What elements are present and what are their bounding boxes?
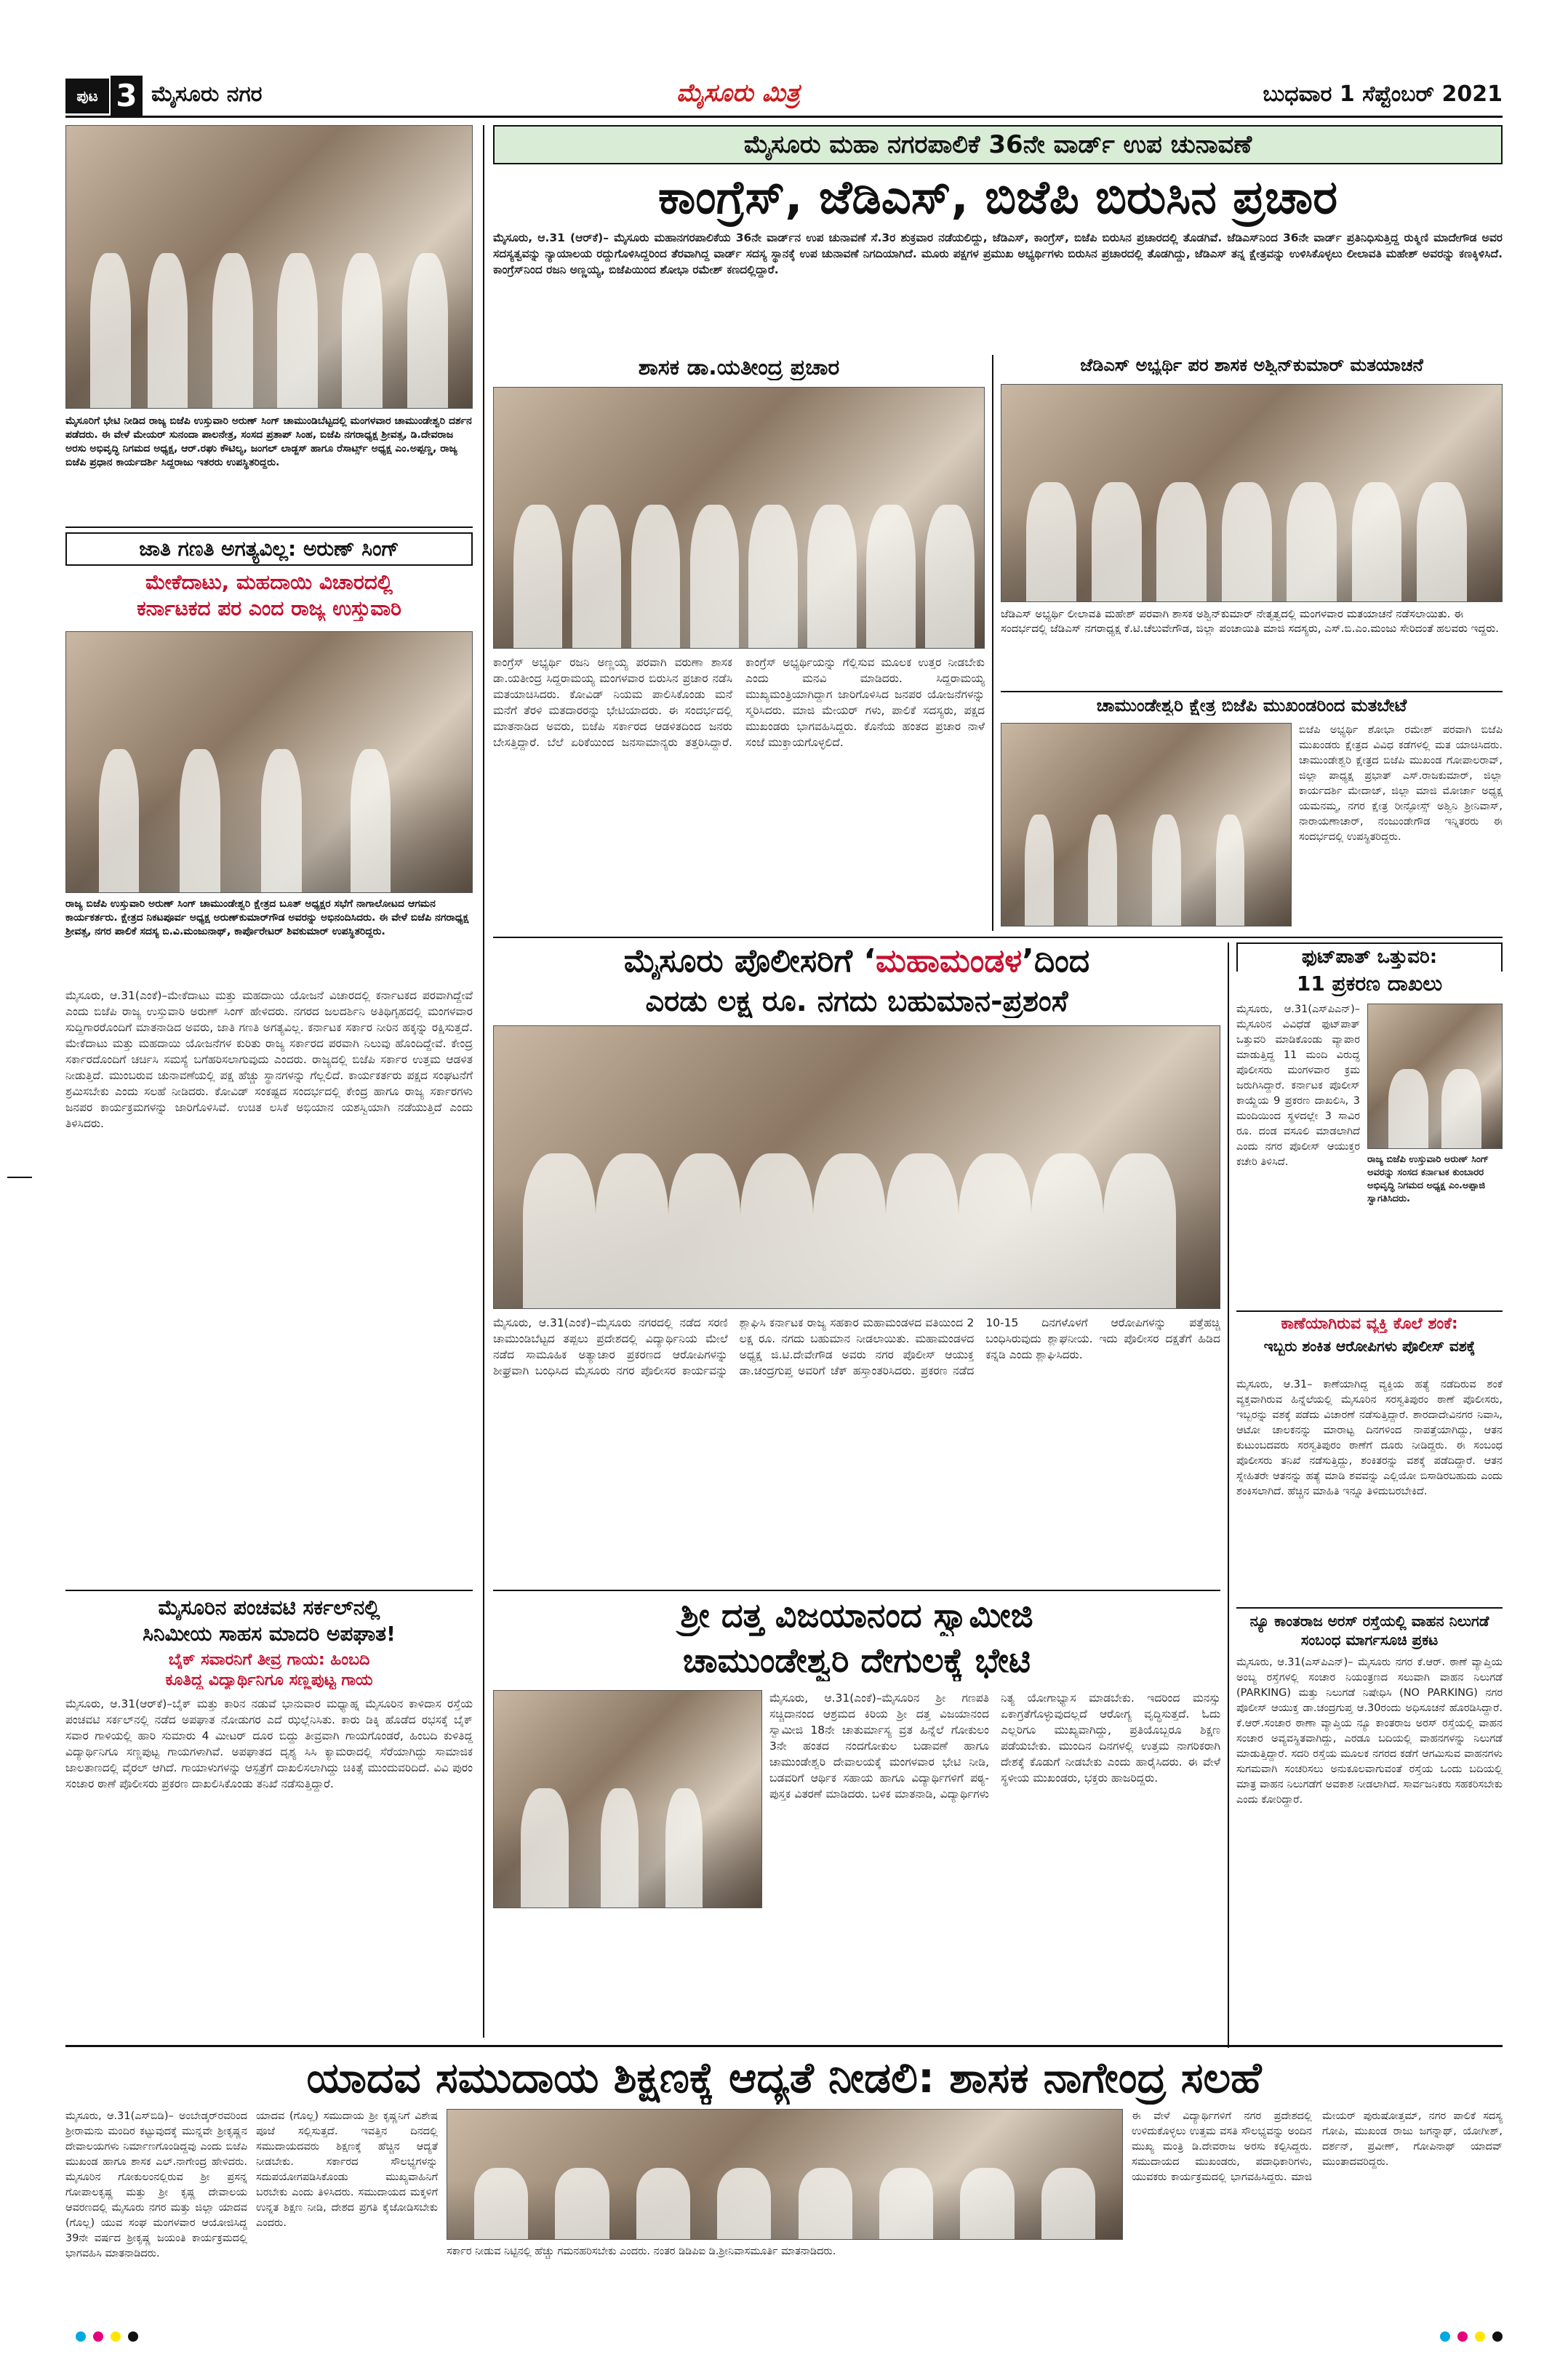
lead-intro: ಮೈಸೂರು, ಆ.31 (ಆರ್‌ಕೆ)– ಮೈಸೂರು ಮಹಾನಗರಪಾಲಿಕೆಯ 36ನೇ ವಾರ್ಡ್‌ನ ಉಪ ಚುನಾವಣೆ ಸೆ.3ರ ಶುಕ್ರವಾರ ನಡೆಯಲಿದ್ದು, ಜೆಡಿಎಸ್, ಕಾಂಗ್ರೆಸ್, ಬಿಜೆಪಿ ಬಿರುಸಿನ ಪ್ರಚಾರದಲ್ಲಿ ತೊಡಗಿವೆ. ಜೆಡಿಎಸ್‌ನಿಂದ 36ನೇ ವಾರ್ಡ್ ಪ್ರತಿನಿಧಿಸುತ್ತಿದ್ದ ರುಕ್ಮಿಣಿ ಮಾದೇಗೌಡ ಅವರ ಸದಸ್ಯತ್ವವನ್ನು ನ್ಯಾಯಾಲಯ ರದ್ದುಗೊಳಿಸಿದ್ದರಿಂದ ತೆರವಾಗಿದ್ದ ವಾರ್ಡ್ ಸದಸ್ಯ ಸ್ಥಾನಕ್ಕೆ ಉಪ ಚುನಾವಣೆ ನಿಗದಿಯಾಗಿದೆ. ಮೂರು ಪಕ್ಷಗಳ ಪ್ರಮುಖ ಅಭ್ಯರ್ಥಿಗಳು ಬಿರುಸಿನ ಪ್ರಚಾರದಲ್ಲಿ ತೊಡಗಿದ್ದು, ಜೆಡಿಎಸ್ ತನ್ನ ಕ್ಷೇತ್ರವನ್ನು ಉಳಿಸಿಕೊಳ್ಳಲು ಲೀಲಾವತಿ ಮಹೇಶ್ ಅವರನ್ನು ಕಣಕ್ಕಿಳಿಸಿದೆ. ಕಾಂಗ್ರೆಸ್‌ನಿಂದ ರಜನಿ ಅಣ್ಣಯ್ಯ, ಬಿಜೆಪಿಯಿಂದ ಶೋಭಾ ರಮೇಶ್ ಕಣದಲ್ಲಿದ್ದಾರೆ. (493, 231, 1503, 276)
temple-photo-caption: ಮೈಸೂರಿಗೆ ಭೇಟಿ ನೀಡಿದ ರಾಜ್ಯ ಬಿಜೆಪಿ ಉಸ್ತುವಾರಿ ಅರುಣ್ ಸಿಂಗ್ ಚಾಮುಂಡಿಬೆಟ್ಟದಲ್ಲಿ ಮಂಗಳವಾರ ಚಾಮುಂಡೇಶ್ವರಿ ದರ್ಶನ ಪಡೆದರು. ಈ ವೇಳೆ ಮೇಯರ್ ಸುನಂದಾ ಪಾಲನೇತ್ರ, ಸಂಸದ ಪ್ರತಾಪ್ ಸಿಂಹ, ಬಿಜೆಪಿ ನಗರಾಧ್ಯಕ್ಷ ಶ್ರೀವತ್ಸ, ಡಿ.ದೇವರಾಜ ಅರಸು ಅಭಿವೃದ್ಧಿ ನಿಗಮದ ಅಧ್ಯಕ್ಷ, ಆರ್.ರಘು ಕೌಟಿಲ್ಯ, ಜಂಗಲ್ ಲಾಡ್ಜಸ್ ಹಾಗೂ ರೆಸಾರ್ಟ್ಸ್ ಅಧ್ಯಕ್ಷ ಎಂ.ಅಪ್ಪಣ್ಣ, ರಾಜ್ಯ ಬಿಜೆಪಿ ಪ್ರಧಾನ ಕಾರ್ಯದರ್ಶಿ ಸಿದ್ದರಾಜು ಇತರರು ಉಪಸ್ಥಿತರಿದ್ದರು. (65, 415, 472, 468)
police-headline-1b: ಮಹಾಮಂಡಳ (876, 942, 1023, 980)
black-dot-icon (128, 2331, 138, 2342)
footpath-headline-2: 11 ಪ್ರಕರಣ ದಾಖಲು (1296, 972, 1443, 996)
traffic-headline: ನ್ಯೂ ಕಾಂತರಾಜ ಅರಸ್ ರಸ್ತೆಯಲ್ಲಿ ವಾಹನ ನಿಲುಗಡೆ ಸಂಬಂಧ ಮಾರ್ಗಸೂಚಿ ಪ್ರಕಟ (1249, 1612, 1489, 1649)
swamiji-headline-1: ಶ್ರೀ ದತ್ತ ವಿಜಯಾನಂದ ಸ್ವಾಮೀಜಿ (680, 1596, 1033, 1635)
yellow-dot-icon (111, 2331, 121, 2342)
swamiji-visit-photo (493, 1690, 762, 1908)
jds-photo-caption: ಜೆಡಿಎಸ್ ಅಭ್ಯರ್ಥಿ ಲೀಲಾವತಿ ಮಹೇಶ್ ಪರವಾಗಿ ಶಾಸಕ ಅಶ್ವಿನ್‌ಕುಮಾರ್ ನೇತೃತ್ವದಲ್ಲಿ ಮಂಗಳವಾರ ಮತಯಾಚನೆ ನಡೆಸಲಾಯಿತು. ಈ ಸಂದರ್ಭದಲ್ಲಿ ಜೆಡಿಎಸ್ ನಗರಾಧ್ಯಕ್ಷ ಕೆ.ಟಿ.ಚೆಲುವೇಗೌಡ, ಜಿಲ್ಲಾ ಪಂಚಾಯಿತಿ ಮಾಜಿ ಸದಸ್ಯರು, ಎಸ್.ಬಿ.ಎಂ.ಮಂಜು ಸೇರಿದಂತೆ ಹಲವರು ಇದ್ದರು. (1001, 607, 1499, 635)
registration-dots-right (1440, 2331, 1503, 2342)
chamundeshwari-bjp-headline: ಚಾಮುಂಡೇಶ್ವರಿ ಕ್ಷೇತ್ರ ಬಿಜೆಪಿ ಮುಖಂಡರಿಂದ ಮತಬೇಟೆ (1096, 695, 1407, 716)
panchavati-subhead-2: ಕೂತಿದ್ದ ವಿದ್ಯಾರ್ಥಿನಿಗೂ ಸಣ್ಣಪುಟ್ಟ ಗಾಯ (165, 1671, 373, 1689)
yadava-body-left: ಮೈಸೂರು, ಆ.31(ಎಸ್‌ಬಿಡಿ)– ಅಂಬೇಡ್ಕರ್‌ರವರಿಂದ ಶ್ರೀರಾಮನು ಮಂದಿರ ಕಟ್ಟುವುದಕ್ಕೆ ಮುನ್ನವೇ ಶ್ರೀಕೃಷ್ಣನ ದೇವಾಲಯಗಳು ನಿರ್ಮಾಣಗೊಂಡಿದ್ದವು ಎಂದು ಬಿಜೆಪಿ ಮುಖಂಡ ಹಾಗೂ ಶಾಸಕ ಎಲ್.ನಾಗೇಂದ್ರ ಹೇಳಿದರು. ಮೈಸೂರಿನ ಗೋಕುಲಂನಲ್ಲಿರುವ ಶ್ರೀ ಪ್ರಸನ್ನ ಗೋಪಾಲಕೃಷ್ಣ ಮತ್ತು ಶ್ರೀ ಕೃಷ್ಣ ದೇವಾಲಯ ಆವರಣದಲ್ಲಿ ಮೈಸೂರು ನಗರ ಮತ್ತು ಜಿಲ್ಲಾ ಯಾದವ (ಗೊಲ್ಲ) ಯುವ ಸಂಘ ಮಂಗಳವಾರ ಆಯೋಜಿಸಿದ್ದ 39ನೇ ವರ್ಷದ ಶ್ರೀಕೃಷ್ಣ ಜಯಂತಿ ಕಾರ್ಯಕ್ರಮದಲ್ಲಿ ಭಾಗವಹಿಸಿ ಮಾತನಾಡಿದರು. (65, 2110, 247, 2259)
page-header (65, 73, 1503, 118)
police-award-photo (493, 1025, 1220, 1309)
footpath-body: ಮೈಸೂರು, ಆ.31(ಎಸ್‌ಪಿಎನ್)– ಮೈಸೂರಿನ ವಿವಿಧೆಡೆ ಫುಟ್‌ಪಾತ್ ಒತ್ತುವರಿ ಮಾಡಿಕೊಂಡು ವ್ಯಾಪಾರ ಮಾಡುತ್ತಿದ್ದ 11 ಮಂದಿ ವಿರುದ್ಧ ಪೊಲೀಸರು ಮಂಗಳವಾರ ಕ್ರಮ ಜರುಗಿಸಿದ್ದಾರೆ. ಕರ್ನಾಟಕ ಪೊಲೀಸ್ ಕಾಯ್ದೆಯ 9 ಪ್ರಕರಣ ದಾಖಲಿಸಿ, 3 ಮಂದಿಯಿಂದ ಸ್ಥಳದಲ್ಲೇ 3 ಸಾವಿರ ರೂ. ದಂಡ ವಸೂಲಿ ಮಾಡಲಾಗಿದೆ ಎಂದು ನಗರ ಪೊಲೀಸ್ ಆಯುಕ್ತರ ಕಚೇರಿ ತಿಳಿಸಿದೆ. (1236, 1004, 1360, 1168)
cyan-dot-icon (76, 2331, 86, 2342)
arun-singh-temple-photo (65, 125, 473, 409)
ward-election-kicker: ಮೈಸೂರು ಮಹಾ ನಗರಪಾಲಿಕೆ 36ನೇ ವಾರ್ಡ್ ಉಪ ಚುನಾವಣೆ (493, 125, 1503, 164)
police-headline-2: ಎರಡು ಲಕ್ಷ ರೂ. ನಗದು ಬಹುಮಾನ-ಪ್ರಶಂಸೆ (645, 985, 1068, 1018)
cyan-dot-icon (1440, 2331, 1450, 2342)
murder-body: ಮೈಸೂರು, ಆ.31– ಕಾಣೆಯಾಗಿದ್ದ ವ್ಯಕ್ತಿಯ ಹತ್ಯೆ ನಡೆದಿರುವ ಶಂಕೆ ವ್ಯಕ್ತವಾಗಿರುವ ಹಿನ್ನೆಲೆಯಲ್ಲಿ ಮೈಸೂರಿನ ಸರಸ್ವತಿಪುರಂ ಠಾಣೆ ಪೊಲೀಸರು, ಇಬ್ಬರನ್ನು ವಶಕ್ಕೆ ಪಡೆದು ವಿಚಾರಣೆ ನಡೆಸುತ್ತಿದ್ದಾರೆ. ಶಾರದಾದೇವಿನಗರ ನಿವಾಸಿ, ಆಟೋ ಚಾಲಕನನ್ನು ಮಾರಾಟ್ಟ ದಿನಗಳಿಂದ ನಾಪತ್ತೆಯಾಗಿದ್ದು, ಆತನ ಕುಟುಂಬದವರು ಸರಸ್ವತಿಪುರಂ ಠಾಣೆಗೆ ದೂರು ನೀಡಿದ್ದರು. ಈ ಸಂಬಂಧ ಪೊಲೀಸರು ತನಿಖೆ ನಡೆಸುತ್ತಿದ್ದು, ಶಂಕಿತರನ್ನು ವಶಕ್ಕೆ ಪಡೆದಿದ್ದಾರೆ. ಆತನ ಸ್ನೇಹಿತರೇ ಆತನನ್ನು ಹತ್ಯೆ ಮಾಡಿ ಶವವನ್ನು ಎಲ್ಲಿಯೋ ಬಿಸಾಡಿರಬಹುದು ಎಂದು ಶಂಕಿಸಲಾಗಿದೆ. ಹೆಚ್ಚಿನ ಮಾಹಿತಿ ಇನ್ನೂ ತಿಳಿದುಬರಬೇಕಿದೆ. (1236, 1379, 1503, 1497)
page-label-box (65, 79, 109, 113)
police-headline-1 (493, 942, 1220, 980)
bjp-campaign-photo (1001, 723, 1292, 926)
police-headline-1c: ’ದಿಂದ (1022, 942, 1090, 980)
yathindra-body: ಕಾಂಗ್ರೆಸ್ ಅಭ್ಯರ್ಥಿ ರಜನಿ ಅಣ್ಣಯ್ಯ ಪರವಾಗಿ ವರುಣಾ ಶಾಸಕ ಡಾ.ಯತೀಂದ್ರ ಸಿದ್ದರಾಮಯ್ಯ ಮಂಗಳವಾರ ಬಿರುಸಿನ ಪ್ರಚಾರ ನಡೆಸಿ ಮತಯಾಚಿಸಿದರು. ಕೋವಿಡ್ ನಿಯಮ ಪಾಲಿಸಿಕೊಂಡು ಮನೆ ಮನೆಗೆ ತೆರಳಿ ಮತದಾರರನ್ನು ಭೇಟಿಯಾದರು. ಈ ಸಂದರ್ಭದಲ್ಲಿ ಮಾತನಾಡಿದ ಅವರು, ಬಿಜೆಪಿ ಸರ್ಕಾರದ ಆಡಳಿತದಿಂದ ಜನರು ಬೇಸತ್ತಿದ್ದಾರೆ. ಬೆಲೆ ಏರಿಕೆಯಿಂದ ಜನಸಾಮಾನ್ಯರು ತತ್ತರಿಸಿದ್ದಾರೆ. ಕಾಂಗ್ರೆಸ್ ಅಭ್ಯರ್ಥಿಯನ್ನು ಗೆಲ್ಲಿಸುವ ಮೂಲಕ ಉತ್ತರ ನೀಡಬೇಕು ಎಂದು ಮನವಿ ಮಾಡಿದರು. ಸಿದ್ದರಾಮಯ್ಯ ಮುಖ್ಯಮಂತ್ರಿಯಾಗಿದ್ದಾಗ ಜಾರಿಗೊಳಿಸಿದ ಜನಪರ ಯೋಜನೆಗಳನ್ನು ಸ್ಮರಿಸಿದರು. ಮಾಜಿ ಮೇಯರ್ ಗಳು, ಪಾಲಿಕೆ ಸದಸ್ಯರು, ಪಕ್ಷದ ಮುಖಂಡರು ಭಾಗವಹಿಸಿದ್ದರು. ಕೊನೆಯ ಹಂತದ ಪ್ರಚಾರ ನಾಳೆ ಸಂಜೆ ಮುಕ್ತಾಯಗೊಳ್ಳಲಿದೆ. (493, 656, 985, 749)
karnataka-side-headline: ಕರ್ನಾಟಕದ ಪರ ಎಂದ ರಾಜ್ಯ ಉಸ್ತುವಾರಿ (137, 596, 401, 620)
yadava-body-mid: ಯಾದವ (ಗೊಲ್ಲ) ಸಮುದಾಯ ಶ್ರೀ ಕೃಷ್ಣನಿಗೆ ವಿಶೇಷ ಪೂಜೆ ಸಲ್ಲಿಸುತ್ತದೆ. ಇವತ್ತಿನ ದಿನದಲ್ಲಿ ಸಮುದಾಯದವರು ಶಿಕ್ಷಣಕ್ಕೆ ಹೆಚ್ಚಿನ ಆದ್ಯತೆ ನೀಡಬೇಕು. ಸರ್ಕಾರದ ಸೌಲಭ್ಯಗಳನ್ನು ಸದುಪಯೋಗಪಡಿಸಿಕೊಂಡು ಮುಖ್ಯವಾಹಿನಿಗೆ ಬರಬೇಕು ಎಂದು ತಿಳಿಸಿದರು. ಸಮುದಾಯದ ಮಕ್ಕಳಿಗೆ ಉನ್ನತ ಶಿಕ್ಷಣ ನೀಡಿ, ದೇಶದ ಪ್ರಗತಿ ಕೈಜೋಡಿಸಬೇಕು ಎಂದರು. (256, 2110, 438, 2229)
mekedatu-headline: ಮೇಕೆದಾಟು, ಮಹದಾಯಿ ವಿಚಾರದಲ್ಲಿ (145, 570, 393, 594)
arun-singh-felicitation-photo (65, 631, 473, 893)
page-number: 3 (116, 78, 137, 113)
caste-census-headline: ಜಾತಿ ಗಣತಿ ಅಗತ್ಯವಿಲ್ಲ: ಅರುಣ್ ಸಿಂಗ್ (65, 532, 473, 566)
welcome-photo-caption: ರಾಜ್ಯ ಬಿಜೆಪಿ ಉಸ್ತುವಾರಿ ಅರುಣ್ ಸಿಂಗ್ ಅವರನ್ನು ಸಂಸದ ಕರ್ನಾಟಕ ಕುಂಬಾರರ ಅಭಿವೃದ್ಧಿ ನಿಗಮದ ಅಧ್ಯಕ್ಷ ಎಂ.ಅಪ್ಪಾಜಿ ಸ್ವಾಗತಿಸಿದರು. (1367, 1154, 1489, 1204)
arun-singh-welcome-photo (1367, 1004, 1503, 1149)
yadava-event-photo (447, 2109, 1123, 2240)
felicitation-photo-caption: ರಾಜ್ಯ ಬಿಜೆಪಿ ಉಸ್ತುವಾರಿ ಅರುಣ್ ಸಿಂಗ್ ಚಾಮುಂಡೇಶ್ವರಿ ಕ್ಷೇತ್ರದ ಬೂತ್ ಅಧ್ಯಕ್ಷರ ಸಭೆಗೆ ನಾಗಾಲೋಟದ ಆಗಮನ ಕಾರ್ಯಕರ್ತರು. ಕ್ಷೇತ್ರದ ನಿಕಟಪೂರ್ವ ಅಧ್ಯಕ್ಷ ಅರುಣ್‌ಕುಮಾರ್‌ಗೌಡ ಅವರನ್ನು ಅಭಿನಂದಿಸಿದರು. ಈ ವೇಳೆ ಬಿಜೆಪಿ ನಗರಾಧ್ಯಕ್ಷ ಶ್ರೀವತ್ಸ, ನಗರ ಪಾಲಿಕೆ ಸದಸ್ಯ ಬಿ.ವಿ.ಮಂಜುನಾಥ್, ಕಾರ್ಪೊರೇಟರ್ ಶಿವಕುಮಾರ್ ಉಪಸ್ಥಿತರಿದ್ದರು. (65, 898, 469, 937)
yathindra-campaign-photo (493, 387, 985, 649)
page-label: ಪುಟ (76, 87, 98, 105)
police-body: ಮೈಸೂರು, ಆ.31(ಎಂಕೆ)–ಮೈಸೂರು ನಗರದಲ್ಲಿ ನಡೆದ ಸರಣಿ ಚಾಮುಂಡಿಬೆಟ್ಟದ ತಪ್ಪಲು ಪ್ರದೇಶದಲ್ಲಿ ವಿದ್ಯಾರ್ಥಿನಿಯ ಮೇಲೆ ನಡೆದ ಸಾಮೂಹಿಕ ಅತ್ಯಾಚಾರ ಪ್ರಕರಣದ ಆರೋಪಿಗಳನ್ನು ಶೀಘ್ರವಾಗಿ ಬಂಧಿಸಿದ ಮೈಸೂರು ನಗರ ಪೊಲೀಸರ ಕಾರ್ಯವನ್ನು ಶ್ಲಾಘಿಸಿ ಕರ್ನಾಟಕ ರಾಜ್ಯ ಸಹಕಾರ ಮಹಾಮಂಡಳದ ವತಿಯಿಂದ 2 ಲಕ್ಷ ರೂ. ನಗದು ಬಹುಮಾನ ನೀಡಲಾಯಿತು. ಮಹಾಮಂಡಳದ ಅಧ್ಯಕ್ಷ ಜಿ.ಟಿ.ದೇವೇಗೌಡ ಅವರು ನಗರ ಪೊಲೀಸ್ ಆಯುಕ್ತ ಡಾ.ಚಂದ್ರಗುಪ್ತ ಅವರಿಗೆ ಚೆಕ್ ಹಸ್ತಾಂತರಿಸಿದರು. ಪ್ರಕರಣ ನಡೆದ 10-15 ದಿನಗಳೊಳಗೆ ಆರೋಪಿಗಳನ್ನು ಪತ್ತೆಹಚ್ಚಿ ಬಂಧಿಸಿರುವುದು ಶ್ಲಾಘನೀಯ. ಇದು ಪೊಲೀಸರ ದಕ್ಷತೆಗೆ ಹಿಡಿದ ಕನ್ನಡಿ ಎಂದು ಶ್ಲಾಘಿಸಿದರು. (493, 1316, 1220, 1377)
chamundeshwari-body: ಬಿಜೆಪಿ ಅಭ್ಯರ್ಥಿ ಶೋಭಾ ರಮೇಶ್ ಪರವಾಗಿ ಬಿಜೆಪಿ ಮುಖಂಡರು ಕ್ಷೇತ್ರದ ವಿವಿಧ ಕಡೆಗಳಲ್ಲಿ ಮತ ಯಾಚಿಸಿದರು. ಚಾಮುಂಡೇಶ್ವರಿ ಕ್ಷೇತ್ರದ ಬಿಜೆಪಿ ಮುಖಂಡ ಗೋಪಾಲರಾವ್, ಜಿಲ್ಲಾ ಪಾಧ್ಯಕ್ಷ ಪ್ರಭಾತ್ ಎಸ್.ರಾಜಕುಮಾರ್, ಜಿಲ್ಲಾ ಕಾರ್ಯದರ್ಶಿ ಮೇದಾಜ್, ಜಿಲ್ಲಾ ಮಾಜಿ ಮೋರ್ಚಾ ಅಧ್ಯಕ್ಷ ಯಮನಮ್ಮ, ನಗರ ಕ್ಷೇತ್ರ ರೀನ್ಫೋಸ್ಸ್ ಅಶ್ವಿನಿ ಶ್ರೀನಿವಾಸ್, ನಾರಾಯಣಾಚಾರ್, ನಂಜುಂಡೇಗೌಡ ಇನ್ನಿತರರು ಈ ಸಂದರ್ಭದಲ್ಲಿ ಉಪಸ್ಥಿತರಿದ್ದರು. (1299, 724, 1503, 843)
murder-kicker: ಕಾಣೆಯಾಗಿರುವ ವ್ಯಕ್ತಿ ಕೊಲೆ ಶಂಕೆ: (1281, 1315, 1458, 1333)
yadava-headline: ಯಾದವ ಸಮುದಾಯ ಶಿಕ್ಷಣಕ್ಕೆ ಆದ್ಯತೆ ನೀಡಲಿ: ಶಾಸಕ ನಾಗೇಂದ್ರ ಸಲಹೆ (306, 2053, 1262, 2102)
registration-dots-left (76, 2331, 138, 2342)
jds-campaign-photo (1001, 384, 1503, 602)
panchavati-headline-2: ಸಿನಿಮೀಯ ಸಾಹಸ ಮಾದರಿ ಅಪಘಾತ! (143, 1622, 396, 1646)
jds-campaign-headline: ಜೆಡಿಎಸ್ ಅಭ್ಯರ್ಥಿ ಪರ ಶಾಸಕ ಅಶ್ವಿನ್‌ಕುಮಾರ್ ಮತಯಾಚನೆ (1080, 355, 1423, 375)
swamiji-headline-2: ಚಾಮುಂಡೇಶ್ವರಿ ದೇಗುಲಕ್ಕೆ ಭೇಟಿ (682, 1641, 1031, 1680)
yadava-body-right: ಈ ವೇಳೆ ವಿದ್ಯಾರ್ಥಿಗಳಿಗೆ ನಗರ ಪ್ರದೇಶದಲ್ಲಿ ಉಳಿದುಕೊಳ್ಳಲು ಉತ್ತಮ ವಸತಿ ಸೌಲಭ್ಯವನ್ನು ಅಂದಿನ ಮುಖ್ಯ ಮಂತ್ರಿ ಡಿ.ದೇವರಾಜ ಅರಸು ಕಲ್ಪಿಸಿದ್ದರು. ಸಮುದಾಯದ ಮುಖಂಡರು, ಪದಾಧಿಕಾರಿಗಳು, ಯುವಕರು ಕಾರ್ಯಕ್ರಮದಲ್ಲಿ ಭಾಗವಹಿಸಿದ್ದರು. ಮಾಜಿ ಮೇಯರ್ ಪುರುಷೋತ್ತಮ್, ನಗರ ಪಾಲಿಕೆ ಸದಸ್ಯ ಗೋಪಿ, ಮುಖಂಡ ರಾಜು ಜಗನ್ನಾಥ್, ಯೋಗೀಶ್, ದರ್ಶನ್, ಪ್ರವೀಣ್, ಗೋಪಿನಾಥ್ ಯಾದವ್ ಮುಂತಾದವರಿದ್ದರು. (1132, 2110, 1503, 2183)
swamiji-body: ಮೈಸೂರು, ಆ.31(ಎಂಕೆ)–ಮೈಸೂರಿನ ಶ್ರೀ ಗಣಪತಿ ಸಚ್ಚಿದಾನಂದ ಆಶ್ರಮದ ಕಿರಿಯ ಶ್ರೀ ದತ್ತ ವಿಜಯಾನಂದ ಸ್ವಾಮೀಜಿ 18ನೇ ಚಾತುರ್ಮಾಸ್ಯ ವ್ರತ ಹಿನ್ನೆಲೆ ಗೋಕುಲಂ 3ನೇ ಹಂತದ ನಂದಗೋಕುಲ ಬಡಾವಣೆ ಹಾಗೂ ಚಾಮುಂಡೇಶ್ವರಿ ದೇವಾಲಯಕ್ಕೆ ಮಂಗಳವಾರ ಭೇಟಿ ನೀಡಿ, ಬಡವರಿಗೆ ಆರ್ಥಿಕ ಸಹಾಯ ಹಾಗೂ ವಿದ್ಯಾರ್ಥಿಗಳಿಗೆ ಪಠ್ಯ-ಪುಸ್ತಕ ವಿತರಣೆ ಮಾಡಿದರು. ಬಳಿಕ ಮಾತನಾಡಿ, ವಿದ್ಯಾರ್ಥಿಗಳು ನಿತ್ಯ ಯೋಗಾಭ್ಯಾಸ ಮಾಡಬೇಕು. ಇದರಿಂದ ಮನಸ್ಸು ಏಕಾಗ್ರತೆಗೊಳ್ಳುವುದಲ್ಲದೆ ಆರೋಗ್ಯ ವೃದ್ಧಿಸುತ್ತದೆ. ಓದು ಎಲ್ಲರಿಗೂ ಮುಖ್ಯವಾಗಿದ್ದು, ಪ್ರತಿಯೊಬ್ಬರೂ ಶಿಕ್ಷಣ ಪಡೆಯಬೇಕು. ಮುಂದಿನ ದಿನಗಳಲ್ಲಿ ಉತ್ತಮ ನಾಗರಿಕರಾಗಿ ದೇಶಕ್ಕೆ ಕೊಡುಗೆ ನೀಡಬೇಕು ಎಂದು ಹಾರೈಸಿದರು. ಈ ವೇಳೆ ಸ್ಥಳೀಯ ಮುಖಂಡರು, ಭಕ್ತರು ಹಾಜರಿದ್ದರು. (769, 1692, 1220, 1801)
yadava-photo-caption: ಸರ್ಕಾರ ನೀಡುವ ನಿಟ್ಟಿನಲ್ಲಿ ಹೆಚ್ಚು ಗಮನಹರಿಸಬೇಕು ಎಂದರು. ನಂತರ ಡಿಡಿಪಿಐ ಡಿ.ಶ್ರೀನಿವಾಸಮೂರ್ತಿ ಮಾತನಾಡಿದರು. (447, 2246, 836, 2257)
page-number-box (111, 76, 143, 116)
newspaper-page (65, 73, 1503, 2298)
issue-date: ಬುಧವಾರ 1 ಸೆಪ್ಟೆಂಬರ್ 2021 (1263, 81, 1503, 107)
margin-mark (7, 1177, 32, 1178)
magenta-dot-icon (1457, 2331, 1468, 2342)
murder-headline: ಇಬ್ಬರು ಶಂಕಿತ ಆರೋಪಿಗಳು ಪೊಲೀಸ್ ವಶಕ್ಕೆ (1263, 1337, 1476, 1355)
panchavati-body: ಮೈಸೂರು, ಆ.31(ಆರ್‌ಕೆ)–ಬೈಕ್ ಮತ್ತು ಕಾರಿನ ನಡುವೆ ಭಾನುವಾರ ಮಧ್ಯಾಹ್ನ ಮೈಸೂರಿನ ಕಾಳಿದಾಸ ರಸ್ತೆಯ ಪಂಚವಟಿ ಸರ್ಕಲ್‌ನಲ್ಲಿ ನಡೆದ ಅಪಘಾತ ನೋಡುಗರ ಎದೆ ಝಲ್ಲೆನಿಸಿತು. ಕಾರು ಡಿಕ್ಕಿ ಹೊಡೆದ ರಭಸಕ್ಕೆ ಬೈಕ್ ಸವಾರ ಗಾಳಿಯಲ್ಲಿ ಹಾರಿ ಸುಮಾರು 4 ಮೀಟರ್ ದೂರ ಬಿದ್ದು ತೀವ್ರವಾಗಿ ಗಾಯಗೊಂಡರೆ, ಹಿಂಬದಿ ಕುಳಿತಿದ್ದ ವಿದ್ಯಾರ್ಥಿನಿಗೂ ಸಣ್ಣಪುಟ್ಟ ಗಾಯಗಳಾಗಿವೆ. ಅಪಘಾತದ ದೃಶ್ಯ ಸಿಸಿ ಕ್ಯಾಮರಾದಲ್ಲಿ ಸೆರೆಯಾಗಿದ್ದು ಸಾಮಾಜಿಕ ಜಾಲತಾಣದಲ್ಲಿ ವೈರಲ್ ಆಗಿದೆ. ಗಾಯಾಳುಗಳನ್ನು ಆಸ್ಪತ್ರೆಗೆ ದಾಖಲಿಸಲಾಗಿದ್ದು ಚಿಕಿತ್ಸೆ ಮುಂದುವರಿದಿದೆ. ವಿವಿ ಪುರಂ ಸಂಚಾರ ಠಾಣೆ ಪೊಲೀಸರು ಪ್ರಕರಣ ದಾಖಲಿಸಿಕೊಂಡು ತನಿಖೆ ನಡೆಸುತ್ತಿದ್ದಾರೆ. (65, 1697, 473, 1790)
masthead-logo: ಮೈಸೂರು ಮಿತ್ರ (676, 79, 800, 108)
black-dot-icon (1492, 2331, 1503, 2342)
arun-singh-story-body: ಮೈಸೂರು, ಆ.31(ಎಂಕೆ)–ಮೇಕೆದಾಟು ಮತ್ತು ಮಹದಾಯಿ ಯೋಜನೆ ವಿಚಾರದಲ್ಲಿ ಕರ್ನಾಟಕದ ಪರವಾಗಿದ್ದೇವೆ ಎಂದು ಬಿಜೆಪಿ ರಾಜ್ಯ ಉಸ್ತುವಾರಿ ಅರುಣ್ ಸಿಂಗ್ ಹೇಳಿದರು. ನಗರದ ಜಲದರ್ಶಿನಿ ಅತಿಥಿಗೃಹದಲ್ಲಿ ಮಂಗಳವಾರ ಸುದ್ದಿಗಾರರೊಂದಿಗೆ ಮಾತನಾಡಿದ ಅವರು, ಜಾತಿ ಗಣತಿ ಅಗತ್ಯವಿಲ್ಲ. ಕರ್ನಾಟಕ ಸರ್ಕಾರ ನೀರಿನ ಹಕ್ಕನ್ನು ರಕ್ಷಿಸುತ್ತದೆ. ಮೇಕೆದಾಟು ಮತ್ತು ಮಹದಾಯಿ ಯೋಜನೆಗಳ ಕುರಿತು ರಾಜ್ಯ ಸರ್ಕಾರದ ಪರವಾಗಿ ನಿಲುವು ಹೊಂದಿದ್ದೇವೆ. ಕೇಂದ್ರ ಸರ್ಕಾರದೊಂದಿಗೆ ಚರ್ಚಿಸಿ ಸಮಸ್ಯೆ ಬಗೆಹರಿಸಲಾಗುವುದು ಎಂದರು. ರಾಜ್ಯದಲ್ಲಿ ಬಿಜೆಪಿ ಸರ್ಕಾರ ಉತ್ತಮ ಆಡಳಿತ ನೀಡುತ್ತಿದೆ. ಮುಂಬರುವ ಚುನಾವಣೆಯಲ್ಲಿ ಪಕ್ಷ ಹೆಚ್ಚು ಸ್ಥಾನಗಳನ್ನು ಗೆಲ್ಲಲಿದೆ. ಕಾರ್ಯಕರ್ತರು ಪಕ್ಷದ ಸಂಘಟನೆಗೆ ಶ್ರಮಿಸಬೇಕು ಎಂದು ಸಲಹೆ ನೀಡಿದರು. ಕೋವಿಡ್ ಸಂಕಷ್ಟದ ಸಂದರ್ಭದಲ್ಲಿ ಕೇಂದ್ರ ಹಾಗೂ ರಾಜ್ಯ ಸರ್ಕಾರಗಳು ಜನಪರ ಕಾರ್ಯಕ್ರಮಗಳನ್ನು ಜಾರಿಗೊಳಿಸಿವೆ. ಉಚಿತ ಲಸಿಕೆ ಅಭಿಯಾನ ಯಶಸ್ವಿಯಾಗಿ ನಡೆಯುತ್ತಿದೆ ಎಂದು ತಿಳಿಸಿದರು. (65, 989, 473, 1130)
magenta-dot-icon (93, 2331, 103, 2342)
police-headline-1a: ಮೈಸೂರು ಪೊಲೀಸರಿಗೆ ‘ (623, 942, 876, 980)
section-name: ಮೈಸೂರು ನಗರ (151, 81, 263, 107)
lead-headline: ಕಾಂಗ್ರೆಸ್, ಜೆಡಿಎಸ್, ಬಿಜೆಪಿ ಬಿರುಸಿನ ಪ್ರಚಾರ (657, 171, 1338, 225)
yathindra-headline: ಶಾಸಕ ಡಾ.ಯತೀಂದ್ರ ಪ್ರಚಾರ (638, 355, 840, 380)
footpath-headline-1: ಫುಟ್‌ಪಾತ್ ಒತ್ತುವರಿ: (1236, 942, 1503, 972)
panchavati-subhead-1: ಬೈಕ್ ಸವಾರನಿಗೆ ತೀವ್ರ ಗಾಯ: ಹಿಂಬದಿ (168, 1651, 370, 1669)
panchavati-headline-1: ಮೈಸೂರಿನ ಪಂಚವಟಿ ಸರ್ಕಲ್‌ನಲ್ಲಿ (158, 1596, 380, 1620)
yellow-dot-icon (1475, 2331, 1485, 2342)
traffic-body: ಮೈಸೂರು, ಆ.31(ಎಸ್‌ಪಿಎನ್)– ಮೈಸೂರು ನಗರ ಕೆ.ಆರ್. ಠಾಣೆ ವ್ಯಾಪ್ತಿಯ ಅಂಬ್ಯ ರಸ್ತೆಗಳಲ್ಲಿ ಸಂಚಾರ ನಿಯಂತ್ರಣದ ಸಲುವಾಗಿ ವಾಹನ ನಿಲುಗಡೆ (PARKING) ಮತ್ತು ನಿಲುಗಡೆ ನಿಷೇಧಿಸಿ (NO PARKING) ನಗರ ಪೊಲೀಸ್ ಆಯುಕ್ತ ಡಾ.ಚಂದ್ರಗುಪ್ತ ಆ.30ರಂದು ಅಧಿಸೂಚನೆ ಹೊರಡಿಸಿದ್ದಾರೆ. ಕೆ.ಆರ್.ಸಂಚಾರ ಠಾಣಾ ವ್ಯಾಪ್ತಿಯ ನ್ಯೂ ಕಾಂತರಾಜ ಅರಸ್ ರಸ್ತೆಯಲ್ಲಿ ವಾಹನ ಸಂಚಾರ ಅವ್ಯವಸ್ಥಿತವಾಗಿದ್ದು, ಎರಡೂ ಬದಿಯಲ್ಲಿ ವಾಹನಗಳನ್ನು ನಿಲುಗಡೆ ಮಾಡುತ್ತಿದ್ದಾರೆ. ಸದರಿ ರಸ್ತೆಯ ಮೂಲಕ ನಗರದ ಕಡೆಗೆ ಆಗಮಿಸುವ ವಾಹನಗಳು ಸುಗಮವಾಗಿ ಸಂಚರಿಸಲು ಅನುಕೂಲವಾಗುವಂತೆ ರಸ್ತೆಯ ಒಂದು ಬದಿಯಲ್ಲಿ ಮಾತ್ರ ವಾಹನ ನಿಲುಗಡೆಗೆ ಅವಕಾಶ ನೀಡಲಾಗಿದೆ. ಸಾರ್ವಜನಿಕರು ಸಹಕರಿಸಬೇಕು ಎಂದು ಕೋರಿದ್ದಾರೆ. (1236, 1657, 1503, 1806)
